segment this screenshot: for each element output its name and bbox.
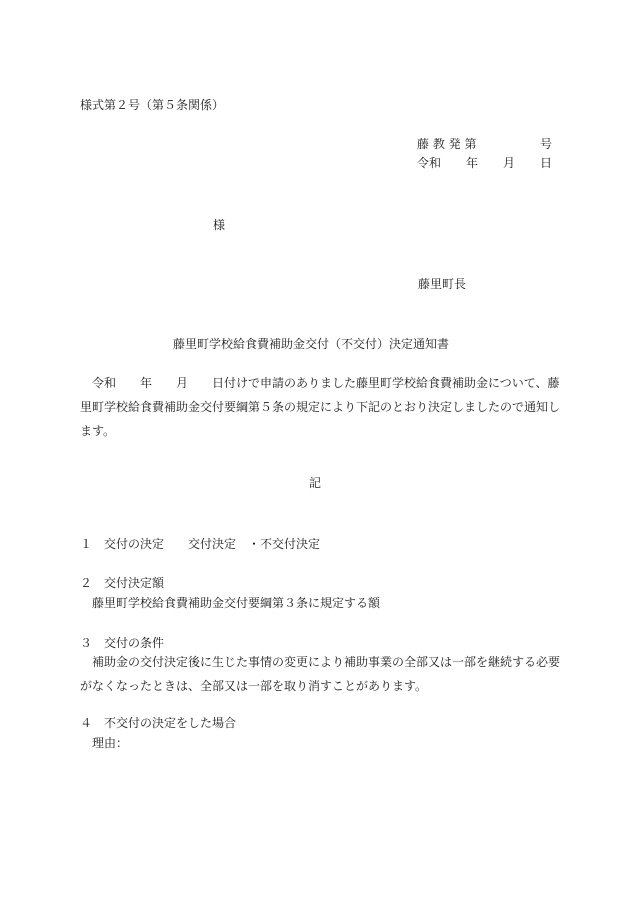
item-3-body: 補助金の交付決定後に生じた事情の変更により補助事業の全部又は一部を継続する必要がなくなったときは、全部又は一部を取り消すことがあります。 [80,655,561,693]
item-1-heading: １ 交付の決定 交付決定 ・不交付決定 [80,537,321,551]
intro-paragraph: 令和 年 月 日付けで申請のありました藤里町学校給食費補助金について、藤里町学校給食費補助金交付要綱第５条の規定により下記のとおり決定しましたので通知します。 [80,376,561,438]
date-era: 令和 [417,156,442,170]
reference-suffix: 号 [539,137,552,151]
item-4-heading: ４ 不交付の決定をした場合 [80,716,237,730]
addressee-suffix: 様 [213,218,226,232]
item-4-body: 理由： [92,736,129,750]
item-3-heading: ３ 交付の条件 [80,636,165,650]
issue-date-row [417,157,552,169]
form-number: 様式第２号（第５条関係） [80,98,225,112]
reference-prefix: 藤 教 発 第 [417,137,477,151]
document-title: 藤里町学校給食費補助金交付（不交付）決定通知書 [173,337,450,351]
date-year: 年 [465,156,478,170]
ki-heading: 記 [309,476,322,490]
date-month: 月 [502,156,515,170]
item-2-heading: ２ 交付決定額 [80,576,165,590]
item-2-body: 藤里町学校給食費補助金交付要綱第３条に規定する額 [92,596,381,610]
date-day: 日 [539,156,552,170]
reference-number-row [417,138,552,150]
sender-name: 藤里町長 [418,277,467,291]
